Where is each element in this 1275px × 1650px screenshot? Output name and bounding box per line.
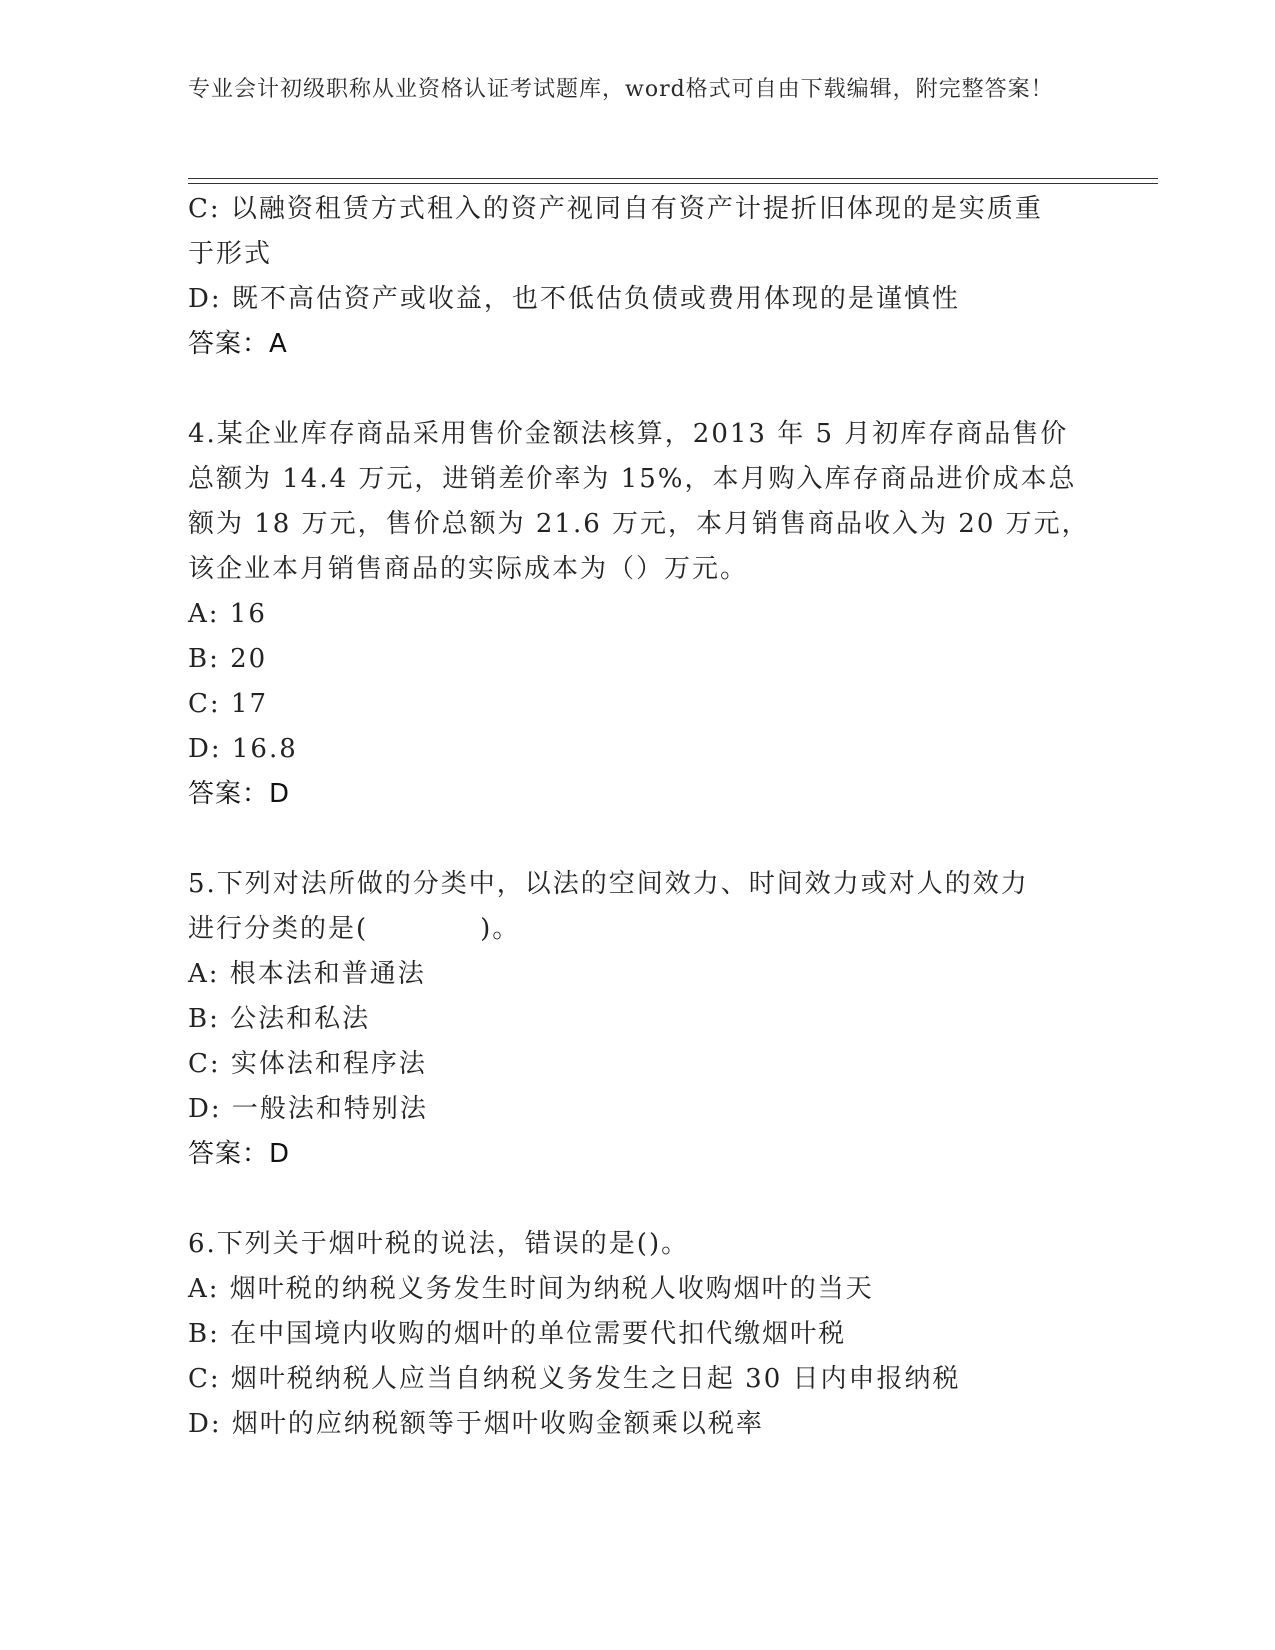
question-5 xyxy=(188,862,1068,1177)
spacer xyxy=(188,367,1068,412)
option-c: C: 以融资租赁方式租入的资产视同自有资产计提折旧体现的是实质重 xyxy=(188,194,1043,224)
option-c: C: 17 xyxy=(188,689,269,719)
answer: 答案：A xyxy=(188,329,288,359)
question-stem-continued: 总额为 14.4 万元，进销差价率为 15%，本月购入库存商品进价成本总 xyxy=(188,464,1077,494)
option-d: D: 一般法和特别法 xyxy=(188,1094,428,1124)
header-rule-bottom xyxy=(188,183,1158,184)
spacer xyxy=(188,1177,1068,1222)
option-b: B: 公法和私法 xyxy=(188,1004,371,1034)
option-d: D: 烟叶的应纳税额等于烟叶收购金额乘以税率 xyxy=(188,1409,764,1439)
option-c: C: 烟叶税纳税人应当自纳税义务发生之日起 30 日内申报纳税 xyxy=(188,1364,961,1394)
question-stem: 5.下列对法所做的分类中，以法的空间效力、时间效力或对人的效力 xyxy=(188,869,1029,899)
option-a: A: 烟叶税的纳税义务发生时间为纳税人收购烟叶的当天 xyxy=(188,1274,874,1304)
spacer xyxy=(188,817,1068,862)
option-b: B: 20 xyxy=(188,644,268,674)
question-stem-continued: 该企业本月销售商品的实际成本为（）万元。 xyxy=(188,554,749,584)
answer: 答案：D xyxy=(188,1139,291,1169)
option-c: C: 实体法和程序法 xyxy=(188,1049,427,1079)
option-a: A: 16 xyxy=(188,599,267,629)
question-list xyxy=(188,187,1090,1447)
option-d: D: 既不高估资产或收益，也不低估负债或费用体现的是谨慎性 xyxy=(188,284,960,314)
question-4 xyxy=(188,412,1090,817)
option-b: B: 在中国境内收购的烟叶的单位需要代扣代缴烟叶税 xyxy=(188,1319,847,1349)
question-3 xyxy=(188,187,1068,367)
option-a: A: 根本法和普通法 xyxy=(188,959,426,989)
question-stem-continued: 额为 18 万元，售价总额为 21.6 万元，本月销售商品收入为 20 万元， xyxy=(188,509,1090,539)
question-6 xyxy=(188,1222,1068,1447)
question-stem: 6.下列关于烟叶税的说法，错误的是()。 xyxy=(188,1229,690,1259)
question-stem: 4.某企业库存商品采用售价金额法核算，2013 年 5 月初库存商品售价 xyxy=(188,419,1069,449)
question-stem-continued: 进行分类的是( )。 xyxy=(188,914,521,944)
header-rule-top xyxy=(188,178,1158,179)
page-header: 专业会计初级职称从业资格认证考试题库，word格式可自由下载编辑，附完整答案！ xyxy=(188,77,1054,102)
option-d: D: 16.8 xyxy=(188,734,298,764)
answer: 答案：D xyxy=(188,779,291,809)
option-c-continued: 于形式 xyxy=(188,239,273,269)
